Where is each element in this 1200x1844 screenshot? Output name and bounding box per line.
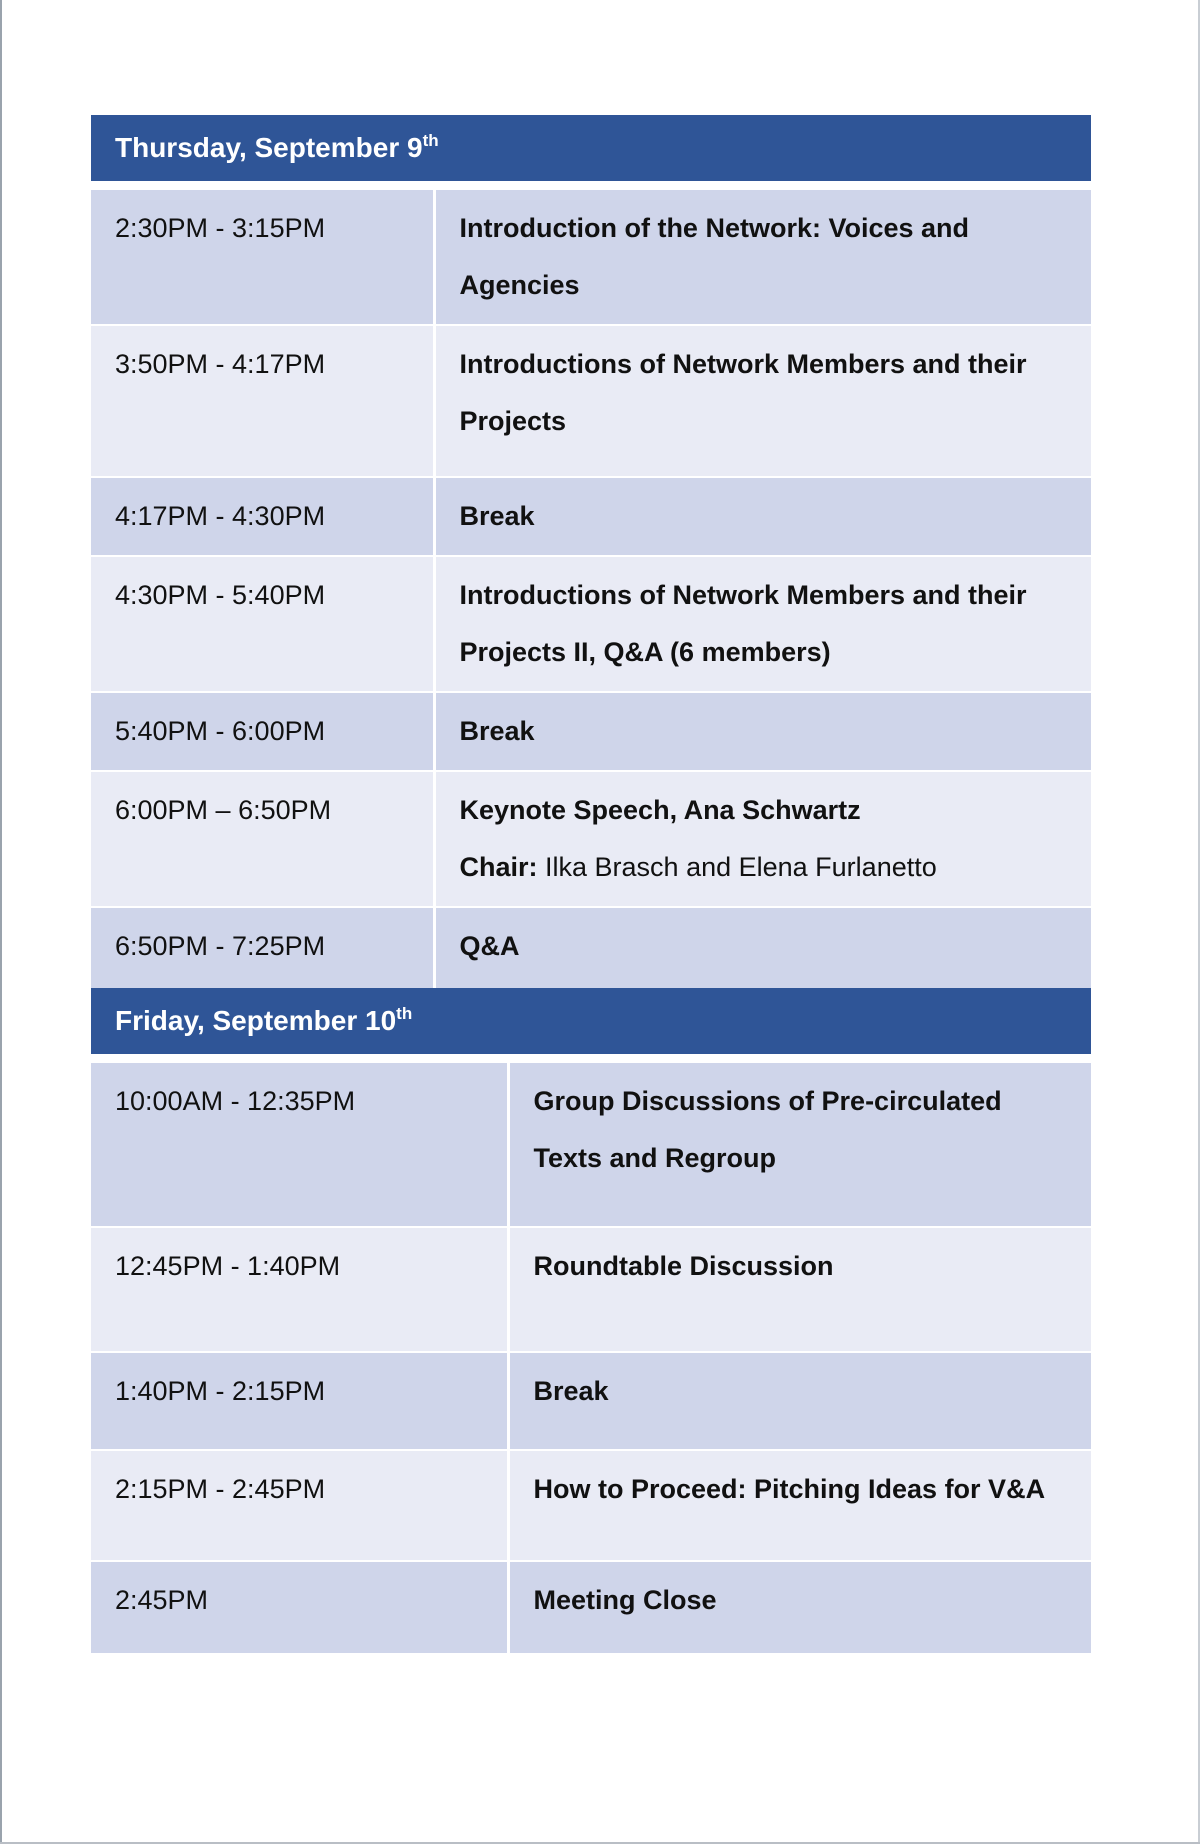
activity-cell: Break [434,692,1091,771]
schedule-row [91,1352,1091,1450]
schedule-friday [91,988,1091,1653]
schedule-row [91,556,1091,692]
schedule-table-friday [91,1063,1091,1653]
day-header-thursday [91,115,1091,181]
day-title: Friday, September 10 [115,1005,397,1036]
day-header-friday [91,988,1091,1054]
time-cell: 2:30PM - 3:15PM [91,190,434,325]
activity-cell: Roundtable Discussion [508,1227,1091,1352]
time-cell: 6:50PM - 7:25PM [91,907,434,991]
time-cell: 12:45PM - 1:40PM [91,1227,508,1352]
schedule-row [91,1450,1091,1561]
day-title-suffix: th [396,1004,413,1023]
time-cell: 4:30PM - 5:40PM [91,556,434,692]
time-cell: 6:00PM – 6:50PM [91,771,434,907]
schedule-table-thursday [91,190,1091,991]
schedule-row [91,1063,1091,1227]
chair-label: Chair: [459,852,538,882]
activity-cell [434,771,1091,907]
activity-cell: Introductions of Network Members and their Projects [434,325,1091,477]
time-cell: 2:45PM [91,1561,508,1653]
activity-cell: Meeting Close [508,1561,1091,1653]
time-cell: 4:17PM - 4:30PM [91,477,434,556]
chair-line [460,839,1068,896]
activity-cell: Group Discussions of Pre-circulated Texts and Regroup [508,1063,1091,1227]
time-cell: 10:00AM - 12:35PM [91,1063,508,1227]
activity-cell: Introductions of Network Members and their Projects II, Q&A (6 members) [434,556,1091,692]
schedule-row [91,1561,1091,1653]
time-cell: 1:40PM - 2:15PM [91,1352,508,1450]
page-edge-left [0,0,2,1844]
time-cell: 2:15PM - 2:45PM [91,1450,508,1561]
schedule-thursday [91,115,1091,991]
chair-names: Ilka Brasch and Elena Furlanetto [537,852,937,882]
time-cell: 3:50PM - 4:17PM [91,325,434,477]
schedule-row [91,477,1091,556]
time-cell: 5:40PM - 6:00PM [91,692,434,771]
schedule-row [91,771,1091,907]
activity-cell: Break [508,1352,1091,1450]
schedule-row [91,1227,1091,1352]
keynote-title: Keynote Speech, Ana Schwartz [459,795,861,825]
activity-cell: How to Proceed: Pitching Ideas for V&A [508,1450,1091,1561]
schedule-row [91,325,1091,477]
activity-cell: Q&A [434,907,1091,991]
activity-cell: Break [434,477,1091,556]
schedule-row [91,190,1091,325]
activity-cell: Introduction of the Network: Voices and Agencies [434,190,1091,325]
day-title: Thursday, September 9 [115,132,423,163]
schedule-row [91,907,1091,991]
schedule-row [91,692,1091,771]
day-title-suffix: th [422,131,439,150]
